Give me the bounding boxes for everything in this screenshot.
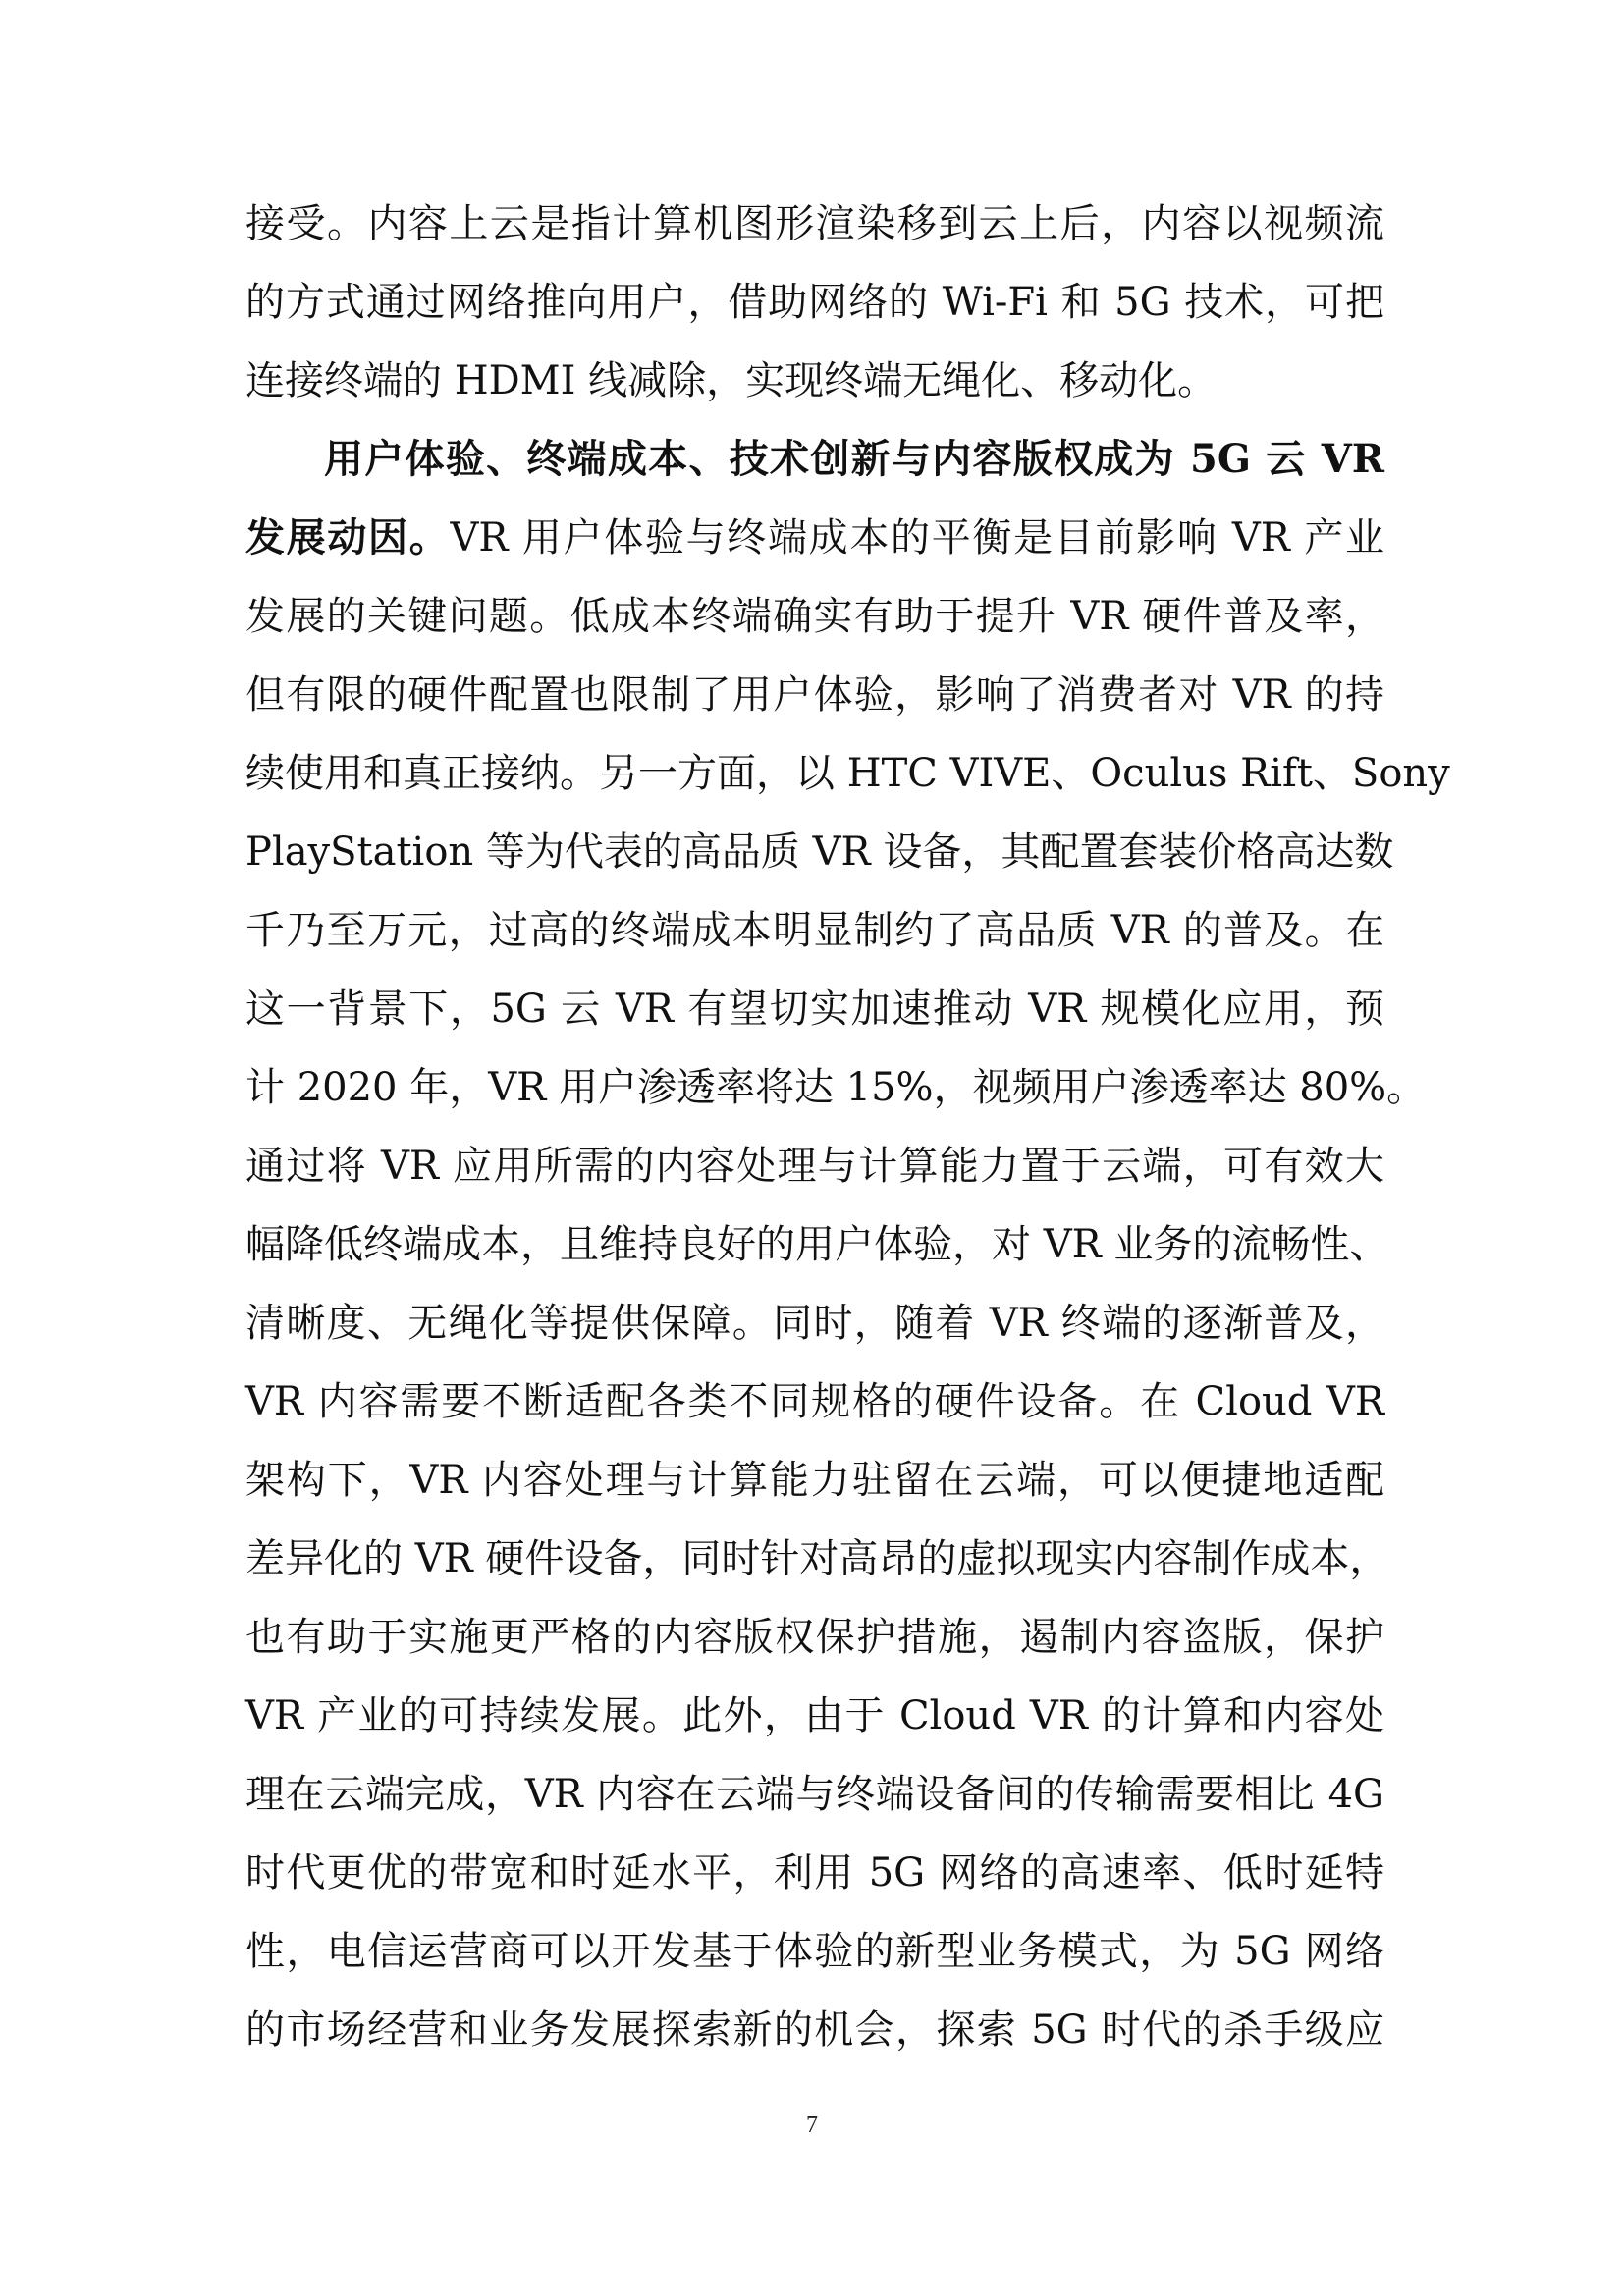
text-line-6: 但有限的硬件配置也限制了用户体验，影响了消费者对 VR 的持 [245,672,1384,718]
text-line-15: VR 内容需要不断适配各类不同规格的硬件设备。在 Cloud VR [245,1379,1384,1424]
body-text [245,185,1450,2069]
text-line-14: 清晰度、无绳化等提供保障。同时，随着 VR 终端的逐渐普及， [245,1301,1384,1346]
text-line-9: 千乃至万元，过高的终端成本明显制约了高品质 VR 的普及。在 [245,908,1384,953]
text-line-3: 连接终端的 HDMI 线减除，实现终端无绳化、移动化。 [245,358,1218,403]
text-line-16: 架构下，VR 内容处理与计算能力驻留在云端，可以便捷地适配 [245,1458,1384,1503]
text-line-19: VR 产业的可持续发展。此外，由于 Cloud VR 的计算和内容处 [245,1693,1384,1738]
text-line-21: 时代更优的带宽和时延水平，利用 5G 网络的高速率、低时延特 [245,1850,1384,1896]
text-line-5: 发展的关键问题。低成本终端确实有助于提升 VR 硬件普及率， [245,594,1384,639]
text-line-17: 差异化的 VR 硬件设备，同时针对高昂的虚拟现实内容制作成本， [245,1536,1389,1581]
text-line-20: 理在云端完成，VR 内容在云端与终端设备间的传输需要相比 4G [245,1772,1384,1817]
text-line-1: 接受。内容上云是指计算机图形渲染移到云上后，内容以视频流 [245,201,1384,246]
text-line-22: 性，电信运营商可以开发基于体验的新型业务模式，为 5G 网络 [245,1929,1384,1974]
text-line-10: 这一背景下，5G 云 VR 有望切实加速推动 VR 规模化应用，预 [245,987,1384,1032]
text-line-2: 的方式通过网络推向用户，借助网络的 Wi-Fi 和 5G 技术，可把 [245,280,1384,325]
text-line-7: 续使用和真正接纳。另一方面，以 HTC VIVE、Oculus Rift、Sony [245,751,1450,796]
heading-continuation: 发展动因。 [245,514,451,561]
text-line-8: PlayStation 等为代表的高品质 VR 设备，其配置套装价格高达数 [245,829,1394,875]
page-number: 7 [806,2112,818,2138]
text-line-4-rest: VR 用户体验与终端成本的平衡是目前影响 VR 产业 [450,515,1385,561]
paragraph-heading: 用户体验、终端成本、技术创新与内容版权成为 5G 云 VR [324,436,1384,482]
text-line-18: 也有助于实施更严格的内容版权保护措施，遏制内容盗版，保护 [245,1615,1384,1660]
text-line-23: 的市场经营和业务发展探索新的机会，探索 5G 时代的杀手级应 [245,2007,1384,2053]
text-line-12: 通过将 VR 应用所需的内容处理与计算能力置于云端，可有效大 [245,1144,1384,1189]
text-line-13: 幅降低终端成本，且维持良好的用户体验，对 VR 业务的流畅性、 [245,1222,1389,1267]
text-line-11: 计 2020 年，VR 用户渗透率将达 15%，视频用户渗透率达 80%。 [245,1065,1427,1110]
text-line-4 [245,499,1384,577]
